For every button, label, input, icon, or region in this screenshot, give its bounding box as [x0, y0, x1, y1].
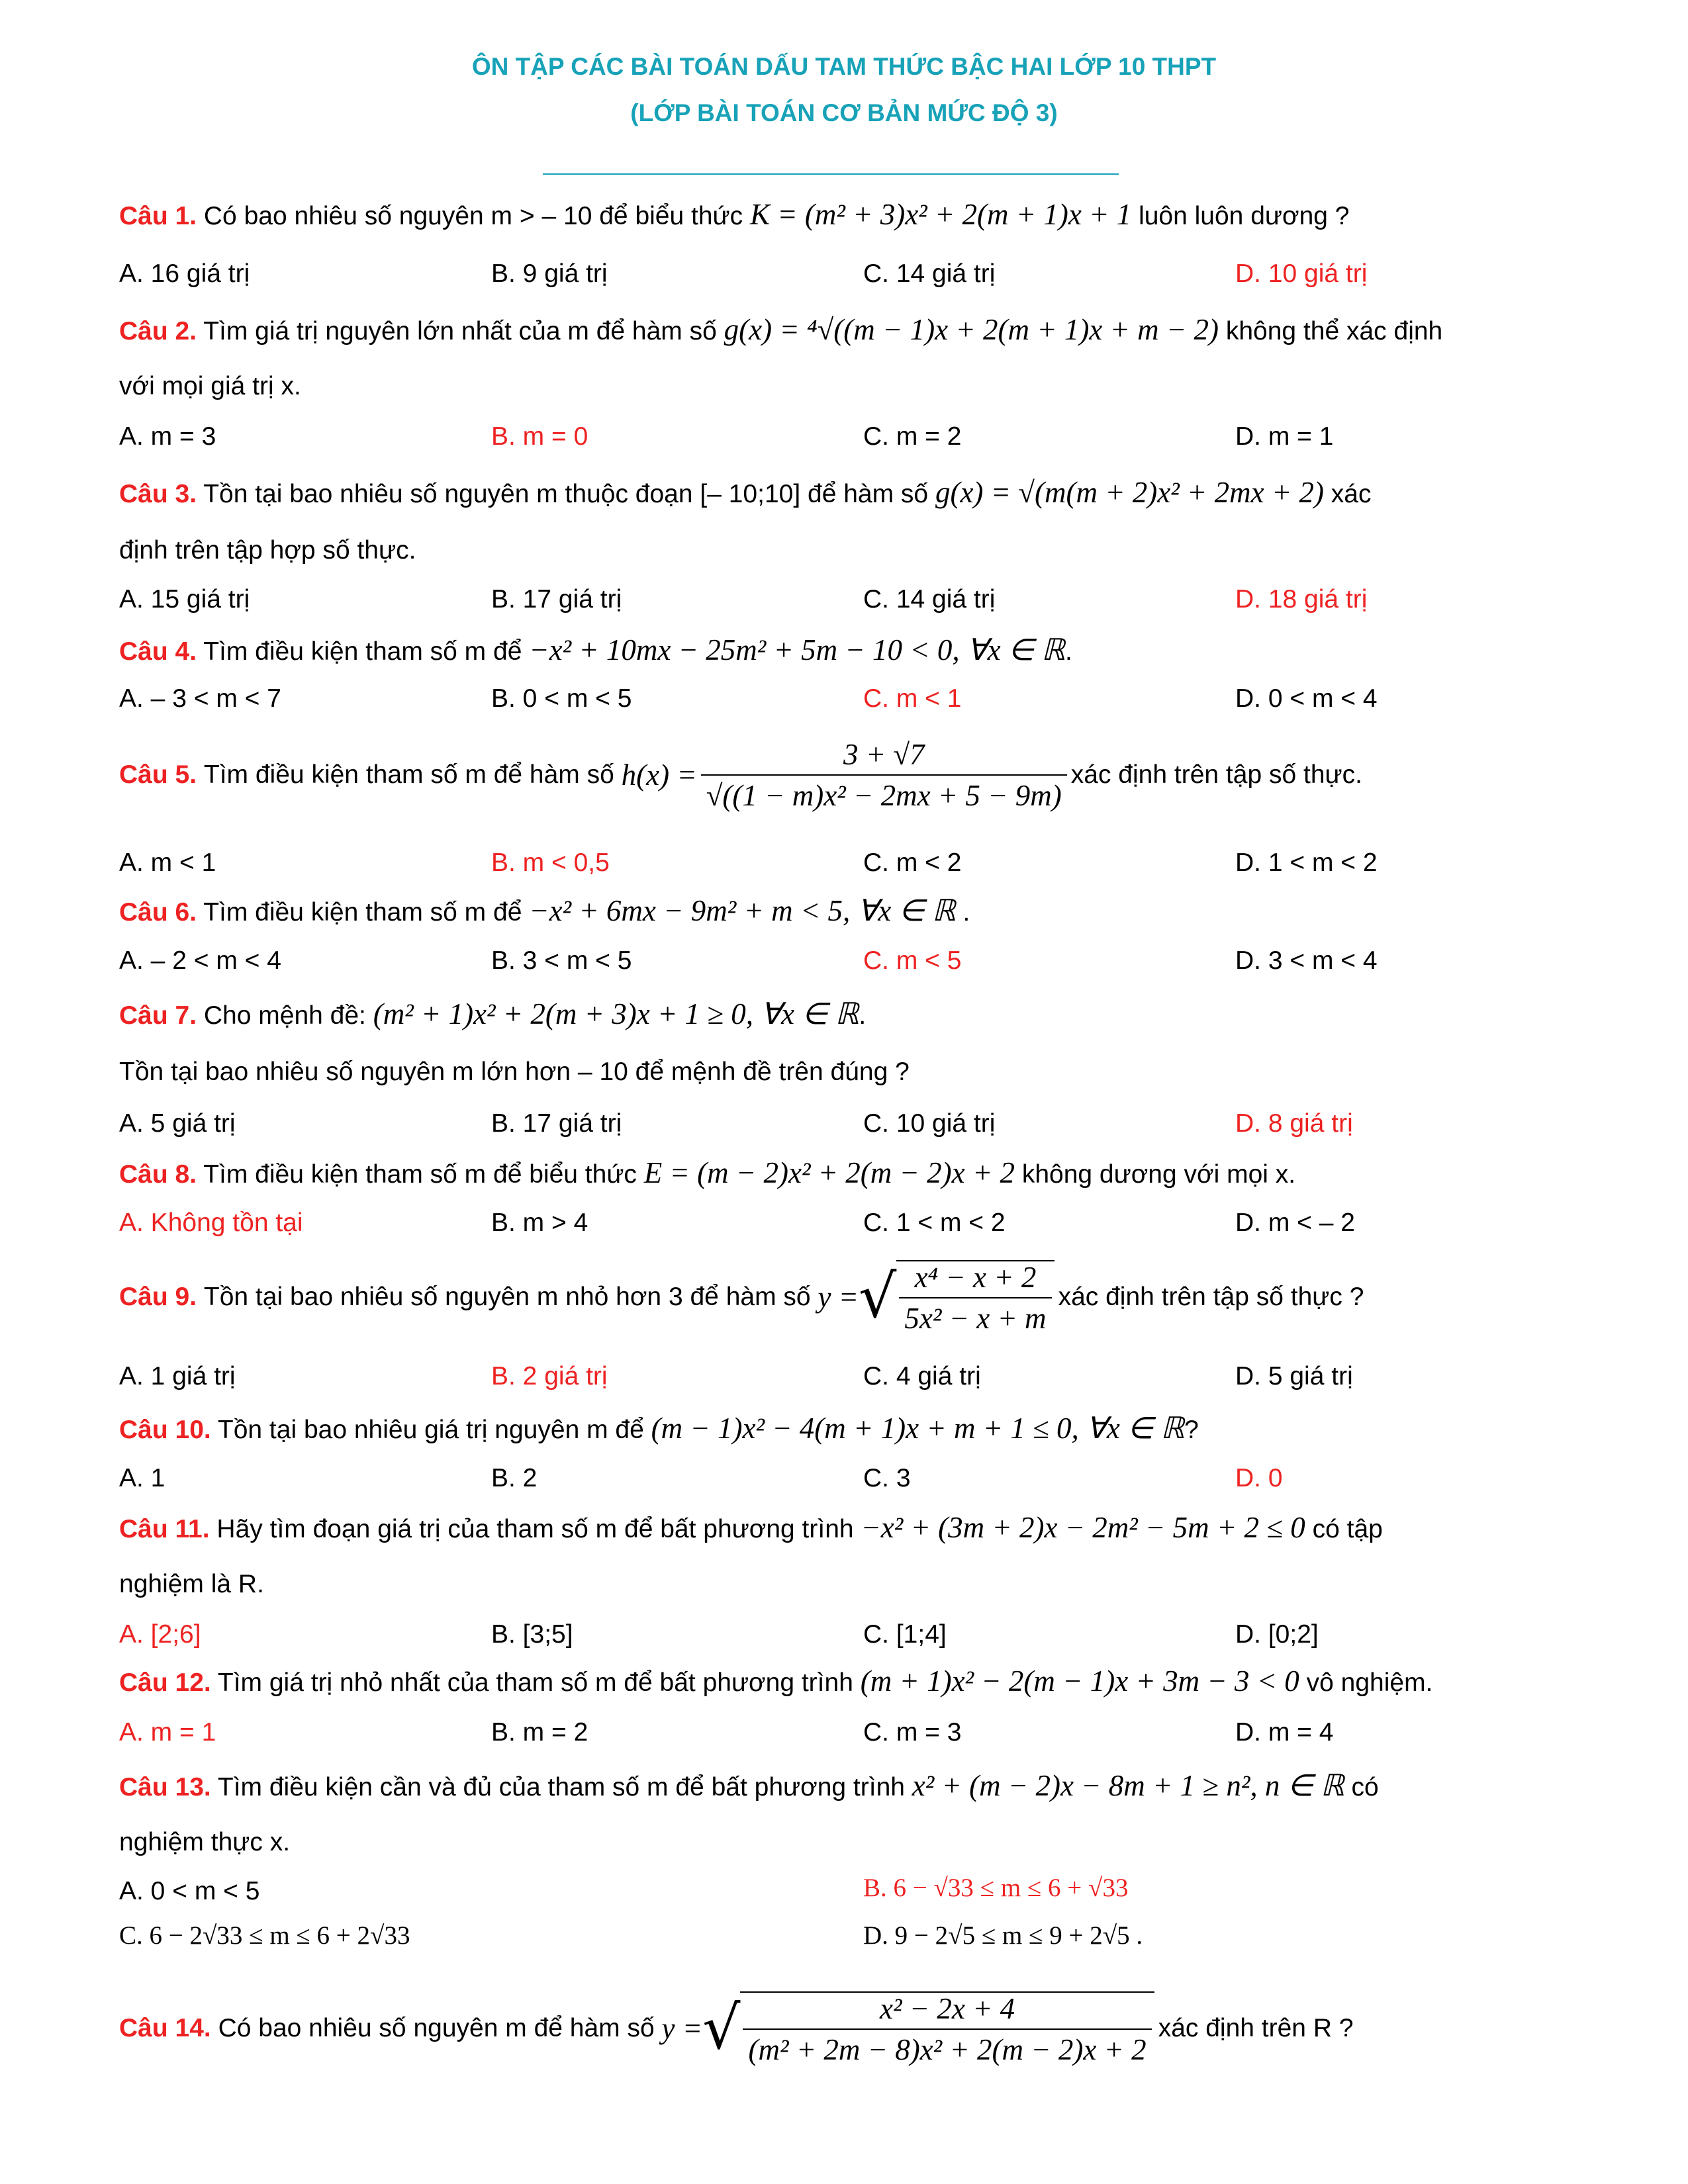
question-label: Câu 6.	[119, 898, 197, 927]
option-c: C. [1;4]	[863, 1620, 947, 1649]
option-b: B. 2	[491, 1464, 538, 1492]
question-2-continuation: với mọi giá trị x.	[119, 372, 301, 400]
option-d: D. [0;2]	[1235, 1620, 1319, 1649]
option-a: A. – 3 < m < 7	[119, 684, 281, 713]
option-d-correct: D. 0	[1235, 1464, 1283, 1492]
fraction	[740, 1991, 1154, 2066]
question-6	[119, 895, 1556, 929]
option-c: C. 4 giá trị	[863, 1362, 981, 1390]
question-label: Câu 13.	[119, 1773, 211, 1801]
fraction-numerator: 3 + √7	[701, 739, 1067, 776]
option-b-correct: B. 2 giá trị	[491, 1362, 608, 1390]
formula: (m − 1)x² − 4(m + 1)x + m + 1 ≤ 0, ∀x ∈ ℝ	[651, 1412, 1185, 1445]
question-label: Câu 8.	[119, 1160, 197, 1189]
question-text: Có bao nhiêu số nguyên m > – 10 để biểu thức	[203, 202, 743, 230]
option-a: A. 5 giá trị	[119, 1109, 236, 1138]
option-d: D. m = 1	[1235, 422, 1334, 451]
option-a-correct: A. Không tồn tại	[119, 1208, 303, 1237]
question-text-end: vô nghiệm.	[1306, 1668, 1433, 1697]
option-d-correct: D. 10 giá trị	[1235, 259, 1368, 288]
option-b: B. m = 2	[491, 1718, 588, 1747]
option-d-correct: D. 8 giá trị	[1235, 1109, 1353, 1138]
question-text-end: .	[962, 898, 970, 927]
question-label: Câu 12.	[119, 1668, 211, 1697]
question-label: Câu 1.	[119, 202, 197, 230]
option-c: C. m = 2	[863, 422, 962, 451]
formula: g(x) = √(m(m + 2)x² + 2mx + 2)	[935, 476, 1324, 509]
question-label: Câu 4.	[119, 637, 197, 666]
option-d: D. 0 < m < 4	[1235, 684, 1378, 713]
option-a: A. 15 giá trị	[119, 585, 250, 614]
option-d: D. 3 < m < 4	[1235, 946, 1378, 975]
question-label: Câu 5.	[119, 760, 197, 789]
fraction-numerator: x⁴ − x + 2	[899, 1261, 1051, 1298]
fraction-denominator: √((1 − m)x² − 2mx + 5 − 9m)	[706, 779, 1062, 812]
option-c: C. 6 − 2√33 ≤ m ≤ 6 + 2√33	[119, 1921, 410, 1950]
question-text: Tồn tại bao nhiêu số nguyên m thuộc đoạn [– 10;10] để hàm số	[203, 480, 929, 508]
option-b: B. 3 < m < 5	[491, 946, 632, 975]
fraction	[896, 1260, 1054, 1334]
question-label: Câu 11.	[119, 1515, 210, 1543]
question-text-end: .	[1064, 637, 1072, 666]
option-c: C. m < 2	[863, 848, 962, 877]
question-text: Tồn tại bao nhiêu số nguyên m nhỏ hơn 3 để hàm số	[203, 1283, 811, 1311]
question-1	[119, 199, 1556, 232]
fraction	[701, 739, 1067, 811]
option-a: A. 0 < m < 5	[119, 1877, 260, 1905]
formula: (m² + 1)x² + 2(m + 3)x + 1 ≥ 0, ∀x ∈ ℝ	[373, 997, 859, 1030]
formula-lhs: h(x) =	[621, 758, 697, 792]
question-13-continuation: nghiệm thực x.	[119, 1828, 291, 1856]
question-label: Câu 10.	[119, 1416, 211, 1444]
option-d: D. 5 giá trị	[1235, 1362, 1353, 1390]
formula: −x² + 6mx − 9m² + m < 5, ∀x ∈ ℝ	[529, 894, 956, 927]
question-11-continuation: nghiệm là R.	[119, 1570, 264, 1598]
question-text: Tìm giá trị nhỏ nhất của tham số m để bất phương trình	[217, 1668, 853, 1697]
option-a: A. m = 3	[119, 422, 216, 451]
option-d: D. 9 − 2√5 ≤ m ≤ 9 + 2√5 .	[863, 1921, 1143, 1950]
option-b: B. 17 giá trị	[491, 585, 622, 614]
question-5	[119, 732, 1556, 818]
formula: E = (m − 2)x² + 2(m − 2)x + 2	[643, 1156, 1015, 1189]
question-11	[119, 1512, 1556, 1545]
option-a: A. 1	[119, 1464, 165, 1492]
question-text-end: có	[1351, 1773, 1379, 1801]
question-text: Tồn tại bao nhiêu giá trị nguyên m để	[217, 1416, 644, 1444]
option-c: C. 14 giá trị	[863, 585, 996, 614]
option-b: B. 17 giá trị	[491, 1109, 622, 1138]
question-text: Cho mệnh đề:	[203, 1001, 366, 1030]
formula-lhs: y =	[818, 1281, 859, 1314]
question-7	[119, 998, 1556, 1032]
question-text-end: xác định trên R ?	[1158, 2014, 1354, 2042]
question-10	[119, 1412, 1556, 1446]
question-label: Câu 3.	[119, 480, 197, 508]
option-c-correct: C. m < 1	[863, 684, 962, 713]
option-a: A. – 2 < m < 4	[119, 946, 281, 975]
option-b: B. 0 < m < 5	[491, 684, 632, 713]
question-text-end: .	[859, 1001, 867, 1030]
option-a: A. 1 giá trị	[119, 1362, 236, 1390]
question-text-end: có tập	[1312, 1515, 1383, 1543]
option-b-correct: B. 6 − √33 ≤ m ≤ 6 + √33	[863, 1874, 1129, 1902]
option-c: C. 14 giá trị	[863, 259, 996, 288]
question-text: Tìm điều kiện tham số m để biểu thức	[203, 1160, 637, 1189]
formula: −x² + (3m + 2)x − 2m² − 5m + 2 ≤ 0	[861, 1511, 1305, 1544]
option-b-correct: B. m = 0	[491, 422, 588, 451]
fraction-denominator: 5x² − x + m	[904, 1302, 1047, 1335]
question-text-end: không dương với mọi x.	[1021, 1160, 1296, 1189]
question-label: Câu 2.	[119, 317, 197, 345]
formula: x² + (m − 2)x − 8m + 1 ≥ n², n ∈ ℝ	[912, 1769, 1344, 1802]
question-text-end: xác định trên tập số thực ?	[1058, 1283, 1364, 1311]
question-text: Tìm điều kiện tham số m để	[203, 637, 522, 666]
question-8	[119, 1157, 1556, 1191]
question-text: Tìm giá trị nguyên lớn nhất của m để hàm số	[203, 317, 717, 345]
option-b: B. [3;5]	[491, 1620, 573, 1649]
fraction-numerator: x² − 2x + 4	[743, 1993, 1151, 2030]
question-label: Câu 14.	[119, 2014, 211, 2042]
question-text: Tìm điều kiện tham số m để hàm số	[203, 760, 614, 789]
question-text: Tìm điều kiện tham số m để	[203, 898, 522, 927]
question-13	[119, 1770, 1556, 1803]
question-text-end: không thể xác định	[1225, 317, 1443, 345]
option-d-correct: D. 18 giá trị	[1235, 585, 1368, 614]
formula: (m + 1)x² − 2(m − 1)x + 3m − 3 < 0	[860, 1664, 1299, 1698]
option-a-correct: A. m = 1	[119, 1718, 216, 1747]
question-text-end: ?	[1184, 1416, 1199, 1444]
question-text-end: luôn luôn dương ?	[1139, 202, 1350, 230]
page-subtitle: (LỚP BÀI TOÁN CƠ BẢN MỨC ĐỘ 3)	[630, 99, 1058, 126]
page-title: ÔN TẬP CÁC BÀI TOÁN DẤU TAM THỨC BẬC HAI LỚP 10 THPT	[471, 53, 1217, 80]
option-c: C. 3	[863, 1464, 911, 1492]
question-9: Câu 9. Tồn tại bao nhiêu số nguyên m nhỏ hơn 3 để hàm số y = √ $\frac{\text{x⁴ − x + 2}}{\text{5x² − x + m}}$ xác định trên tập số thực ?	[119, 1261, 1364, 1335]
question-14: Câu 14. Có bao nhiêu số nguyên m để hàm số y = √ $\frac{\text{x² − 2x + 4}}{\text{(m² + 2m − 8)x² + 2(m − 2)x + 2}}$ xác định trên R ?	[119, 1992, 1354, 2066]
option-c: C. m = 3	[863, 1718, 962, 1747]
option-b-correct: B. m < 0,5	[491, 848, 610, 877]
option-d: D. 1 < m < 2	[1235, 848, 1378, 877]
question-2	[119, 314, 1556, 347]
question-text-end: xác định trên tập số thực.	[1070, 760, 1362, 789]
option-c-correct: C. m < 5	[863, 946, 962, 975]
question-4	[119, 634, 1556, 668]
option-d: D. m = 4	[1235, 1718, 1334, 1747]
question-text: Hãy tìm đoạn giá trị của tham số m để bất phương trình	[216, 1515, 854, 1543]
option-c: C. 10 giá trị	[863, 1109, 996, 1138]
option-a-correct: A. [2;6]	[119, 1620, 201, 1649]
question-label: Câu 7.	[119, 1001, 197, 1030]
question-text: Có bao nhiêu số nguyên m để hàm số	[218, 2014, 655, 2042]
question-3-continuation: định trên tập hợp số thực.	[119, 536, 416, 565]
question-12	[119, 1665, 1556, 1699]
question-text-end: xác	[1331, 480, 1372, 508]
formula: g(x) = ⁴√((m − 1)x + 2(m + 1)x + m − 2)	[724, 313, 1219, 346]
question-label: Câu 9.	[119, 1283, 197, 1311]
option-d: D. m < – 2	[1235, 1208, 1355, 1237]
formula: −x² + 10mx − 25m² + 5m − 10 < 0, ∀x ∈ ℝ	[529, 633, 1065, 666]
option-a: A. 16 giá trị	[119, 259, 250, 288]
title-divider	[543, 173, 1119, 175]
formula: K = (m² + 3)x² + 2(m + 1)x + 1	[750, 198, 1132, 231]
question-text: Tìm điều kiện cần và đủ của tham số m để bất phương trình	[217, 1773, 905, 1801]
question-7-continuation: Tồn tại bao nhiêu số nguyên m lớn hơn – 10 để mệnh đề trên đúng ?	[119, 1058, 910, 1086]
option-b: B. 9 giá trị	[491, 259, 608, 288]
formula-lhs: y =	[661, 2012, 703, 2045]
option-c: C. 1 < m < 2	[863, 1208, 1006, 1237]
fraction-denominator: (m² + 2m − 8)x² + 2(m − 2)x + 2	[748, 2033, 1147, 2066]
option-a: A. m < 1	[119, 848, 216, 877]
question-3	[119, 477, 1556, 510]
option-b: B. m > 4	[491, 1208, 588, 1237]
